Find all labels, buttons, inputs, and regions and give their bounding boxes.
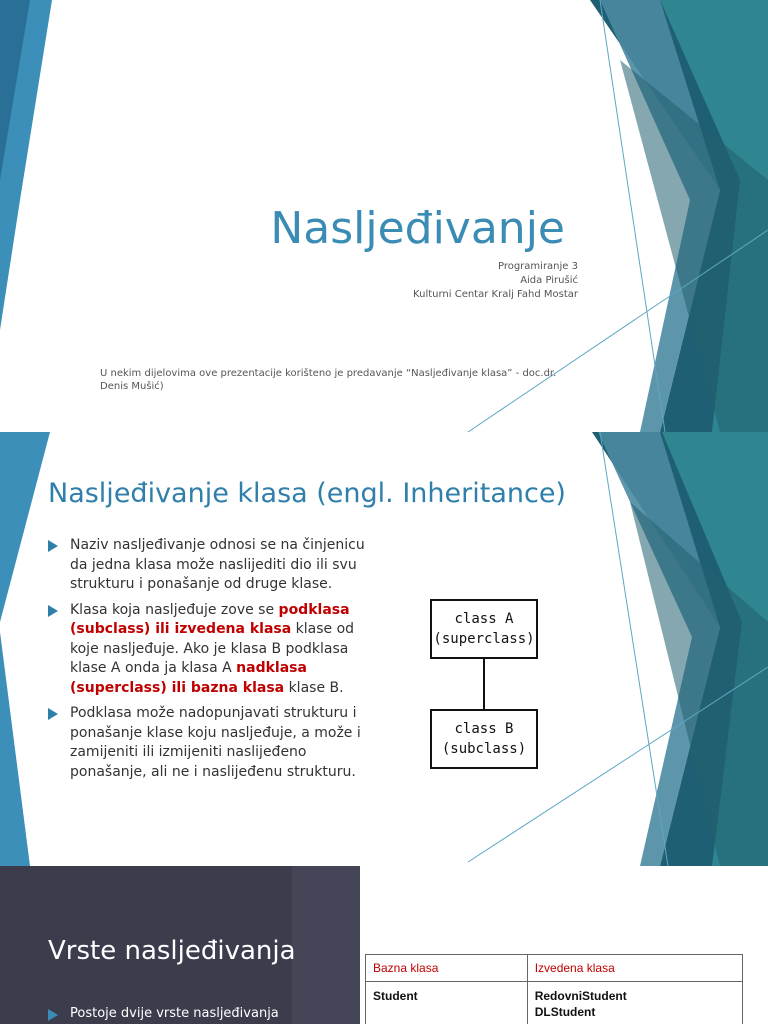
classes-table [365,954,743,1024]
dark-panel-edge [292,866,360,1024]
bullet-arrow-icon [48,708,58,720]
slide-inheritance [0,432,768,866]
bullet-arrow-icon [48,540,58,552]
table-cell: RedovniStudent DLStudent [527,982,742,1024]
term-subclass: podklasa (subclass) ili izvedena klasa [70,601,350,637]
slide-title [0,0,768,432]
uml-connector [483,659,485,709]
term-superclass: nadklasa (superclass) ili bazna klasa [70,660,307,696]
uml-class-a: class A (superclass) [430,599,538,659]
bullet-item: Klasa koja nasljeđuje zove se podklasa (subclass) ili izvedena klasa klase od koje nasljeđuje. Ako je klasa B podklasa klase A onda ja klasa A nadklasa (superclass) ili bazna klasa klase B. [48,601,366,699]
bullet-arrow-icon [48,605,58,617]
credits-note: U nekim dijelovima ove prezentacije korišteno je predavanje “Nasljeđivanje klasa” - doc.dr. Denis Mušić) [100,368,557,392]
header-base-class: Bazna klasa [366,955,528,982]
slide-heading: Vrste nasljeđivanja [48,936,296,966]
bullet-list [48,536,366,788]
bullet-item: Naziv nasljeđivanje odnosi se na činjenicu da jedna klasa može naslijediti dio ili svu strukturu i ponašanje od druge klase. [48,536,366,595]
course-name: Programiranje 3 [497,261,578,272]
bullet-item: Podklasa može nadopunjavati strukturu i ponašanje klase koju nasljeđuje, a može i zamijeniti ili izmijeniti naslijeđeno ponašanje, ali ne i naslijeđenu strukturu. [48,704,366,782]
slide-title-text: Nasljeđivanje [270,203,565,254]
uml-class-b: class B (subclass) [430,709,538,769]
slide-subtitle [413,260,578,302]
author-name: Aida Pirušić [520,275,578,286]
institution-name: Kulturni Centar Kralj Fahd Mostar [413,289,578,300]
bullet-item: Postoje dvije vrste nasljeđivanja [48,1006,279,1021]
table-cell: Student [366,982,528,1024]
bullet-arrow-icon [48,1009,58,1021]
table-row [366,982,743,1024]
slide-heading: Nasljeđivanje klasa (engl. Inheritance) [48,478,566,509]
table-header-row [366,955,743,982]
header-derived-class: Izvedena klasa [527,955,742,982]
slide-types [0,866,768,1024]
